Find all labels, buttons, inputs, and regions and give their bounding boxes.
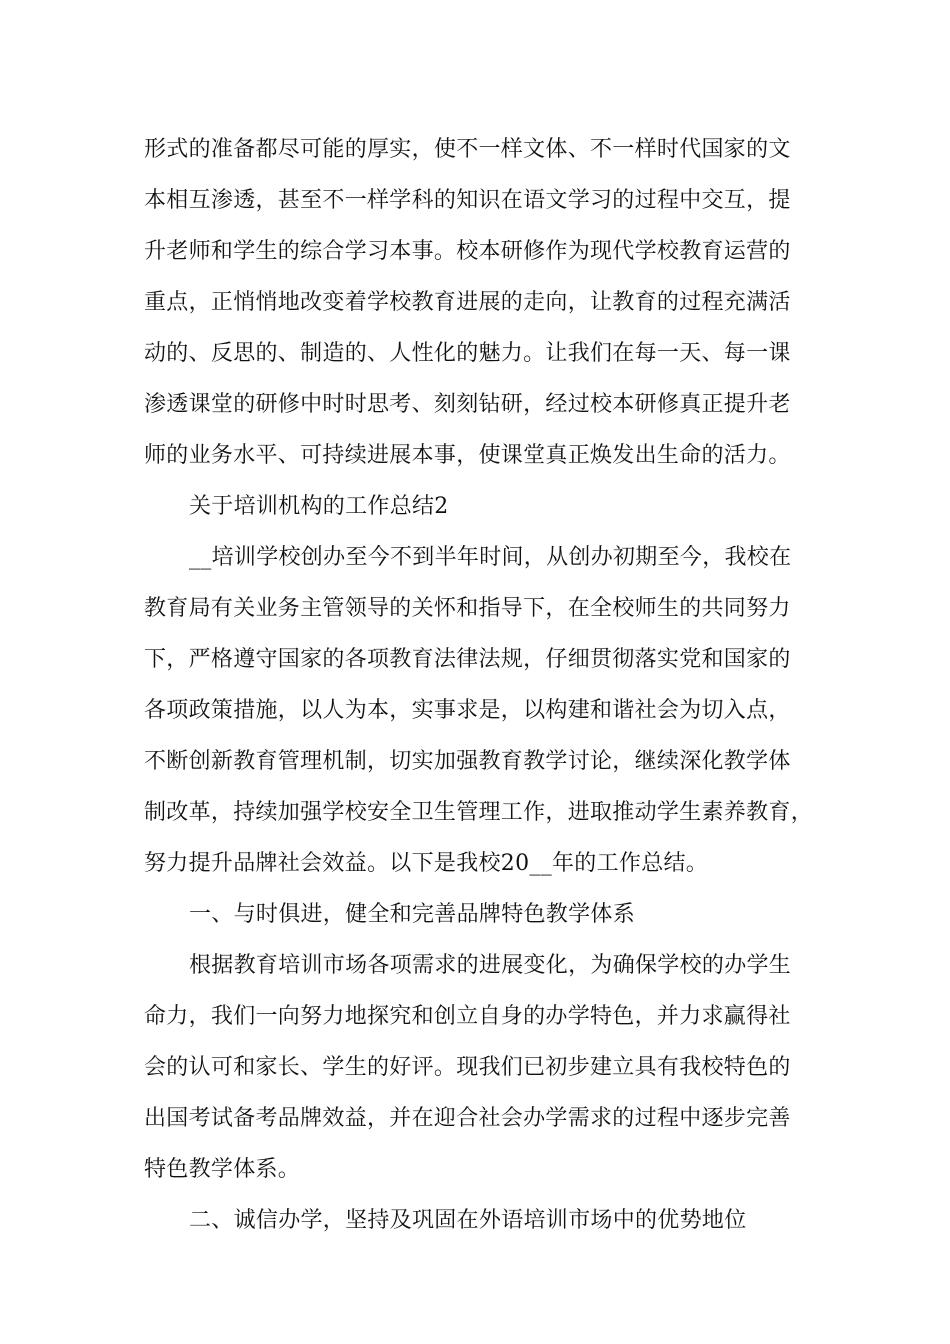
- text-line: 形式的准备都尽可能的厚实，使不一样文体、不一样时代国家的文: [144, 137, 791, 162]
- text-line: 下，严格遵守国家的各项教育法律法规，仔细贯彻落实党和国家的: [144, 647, 791, 672]
- text-line: 教育局有关业务主管领导的关怀和指导下，在全校师生的共同努力: [144, 596, 791, 621]
- text-line: 不断创新教育管理机制，切实加强教育教学讨论，继续深化教学体: [144, 749, 791, 774]
- text-line: 师的业务水平、可持续进展本事，使课堂真正焕发出生命的活力。: [144, 443, 791, 468]
- section-heading: 二、诚信办学，坚持及巩固在外语培训市场中的优势地位: [189, 1208, 747, 1233]
- text-line: 本相互渗透，甚至不一样学科的知识在语文学习的过程中交互，提: [144, 188, 791, 213]
- text-line: 动的、反思的、制造的、人性化的魅力。让我们在每一天、每一课: [144, 341, 791, 366]
- text-line: 根据教育培训市场各项需求的进展变化，为确保学校的办学生: [189, 953, 792, 978]
- text-line: 各项政策措施，以人为本，实事求是，以构建和谐社会为切入点，: [144, 698, 791, 723]
- text-line: 渗透课堂的研修中时时思考、刻刻钻研，经过校本研修真正提升老: [144, 392, 791, 417]
- text-line: 特色教学体系。: [144, 1157, 301, 1182]
- section-heading: 关于培训机构的工作总结2: [189, 494, 449, 519]
- text-line: 重点，正悄悄地改变着学校教育进展的走向，让教育的过程充满活: [144, 290, 791, 315]
- section-heading: 一、与时俱进，健全和完善品牌特色教学体系: [189, 902, 636, 927]
- text-line: 会的认可和家长、学生的好评。现我们已初步建立具有我校特色的: [144, 1055, 791, 1080]
- text-line: 努力提升品牌社会效益。以下是我校20__年的工作总结。: [144, 851, 709, 876]
- text-line: 命力，我们一向努力地探究和创立自身的办学特色，并力求赢得社: [144, 1004, 791, 1029]
- text-line: 制改革，持续加强学校安全卫生管理工作，进取推动学生素养教育，: [144, 800, 814, 825]
- text-line: __培训学校创办至今不到半年时间，从创办初期至今，我校在: [189, 545, 792, 570]
- text-line: 升老师和学生的综合学习本事。校本研修作为现代学校教育运营的: [144, 239, 791, 264]
- text-line: 出国考试备考品牌效益，并在迎合社会办学需求的过程中逐步完善: [144, 1106, 791, 1131]
